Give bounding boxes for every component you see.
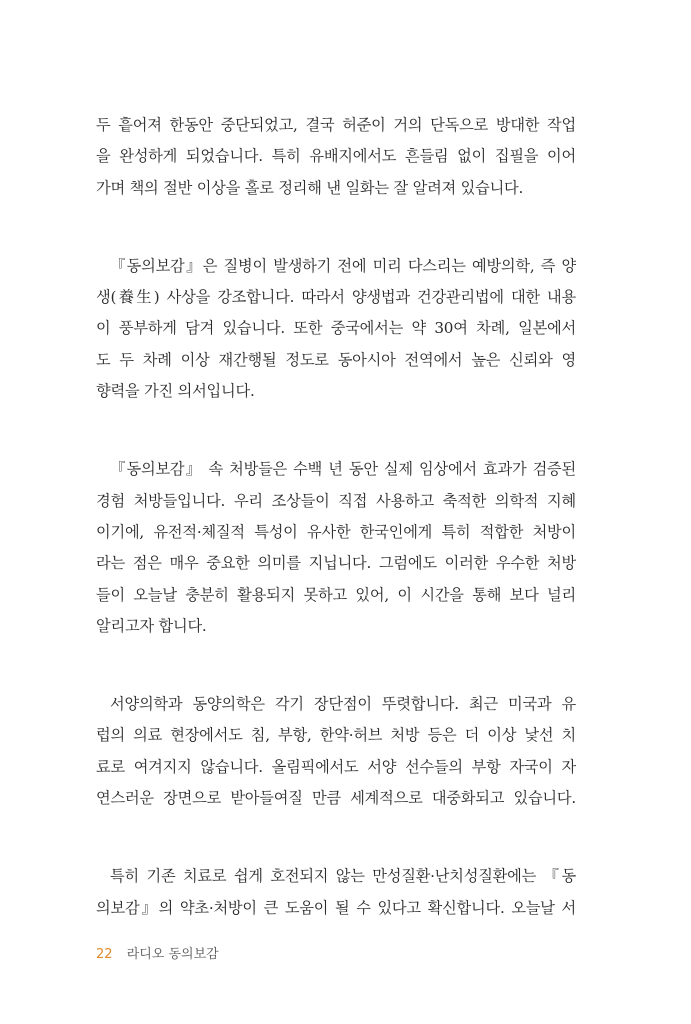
- body-text: [96, 110, 576, 971]
- text-line: 이기에, 유전적·체질적 특성이 유사한 한국인에게 특히 적합한 처방이: [96, 522, 576, 541]
- text-line: 특히 기존 치료로 쉽게 호전되지 않는 만성질환·난치성질환에는 『동: [110, 867, 576, 886]
- text-line: 두 흩어져 한동안 중단되었고, 결국 허준이 거의 단독으로 방대한 작업: [96, 116, 576, 134]
- text-line: 『동의보감』은 질병이 발생하기 전에 미리 다스리는 예방의학, 즉 양: [110, 256, 576, 275]
- text-line: 의보감』의 약초·처방이 큰 도움이 될 수 있다고 확신합니다. 오늘날 서: [96, 898, 576, 917]
- text-line: 을 완성하게 되었습니다. 특히 유배지에서도 흔들림 없이 집필을 이어: [96, 147, 576, 166]
- text-line: 료로 여겨지지 않습니다. 올림픽에서도 서양 선수들의 부항 자국이 자: [96, 757, 576, 776]
- text-line: 향력을 가진 의서입니다.: [96, 382, 255, 401]
- text-line: 『동의보감』 속 처방들은 수백 년 동안 실제 임상에서 효과가 검증된: [110, 460, 576, 479]
- text-line: 알리고자 합니다.: [96, 616, 207, 635]
- text-line: 연스러운 장면으로 받아들여질 만큼 세계적으로 대중화되고 있습니다.: [96, 789, 576, 808]
- text-line: 럽의 의료 현장에서도 침, 부항, 한약·허브 처방 등은 더 이상 낯선 치: [96, 726, 576, 745]
- text-line: 이 풍부하게 담겨 있습니다. 또한 중국에서는 약 30여 차례, 일본에서: [96, 319, 576, 338]
- paragraph: [96, 110, 576, 204]
- text-line: 들이 오늘날 충분히 활용되지 못하고 있어, 이 시간을 통해 보다 널리: [96, 585, 576, 604]
- text-line: 경험 처방들입니다. 우리 조상들이 직접 사용하고 축적한 의학적 지혜: [96, 491, 576, 510]
- running-title: 라디오 동의보감: [126, 947, 219, 962]
- paragraph: [96, 251, 576, 407]
- text-line: 생(養生) 사상을 강조합니다. 따라서 양생법과 건강관리법에 대한 내용: [96, 288, 576, 307]
- paragraph: [96, 689, 576, 814]
- page-footer: [96, 946, 219, 964]
- page-number: 22: [96, 947, 113, 962]
- text-line: 라는 점은 매우 중요한 의미를 지닙니다. 그럼에도 이러한 우수한 처방: [96, 554, 576, 573]
- text-line: 서양의학과 동양의학은 각기 장단점이 뚜렷합니다. 최근 미국과 유: [110, 695, 576, 714]
- paragraph: [96, 454, 576, 642]
- text-line: 도 두 차례 이상 재간행될 정도로 동아시아 전역에서 높은 신뢰와 영: [96, 350, 576, 369]
- paragraph: [96, 861, 576, 924]
- text-line: 가며 책의 절반 이상을 홀로 정리해 낸 일화는 잘 알려져 있습니다.: [96, 178, 524, 197]
